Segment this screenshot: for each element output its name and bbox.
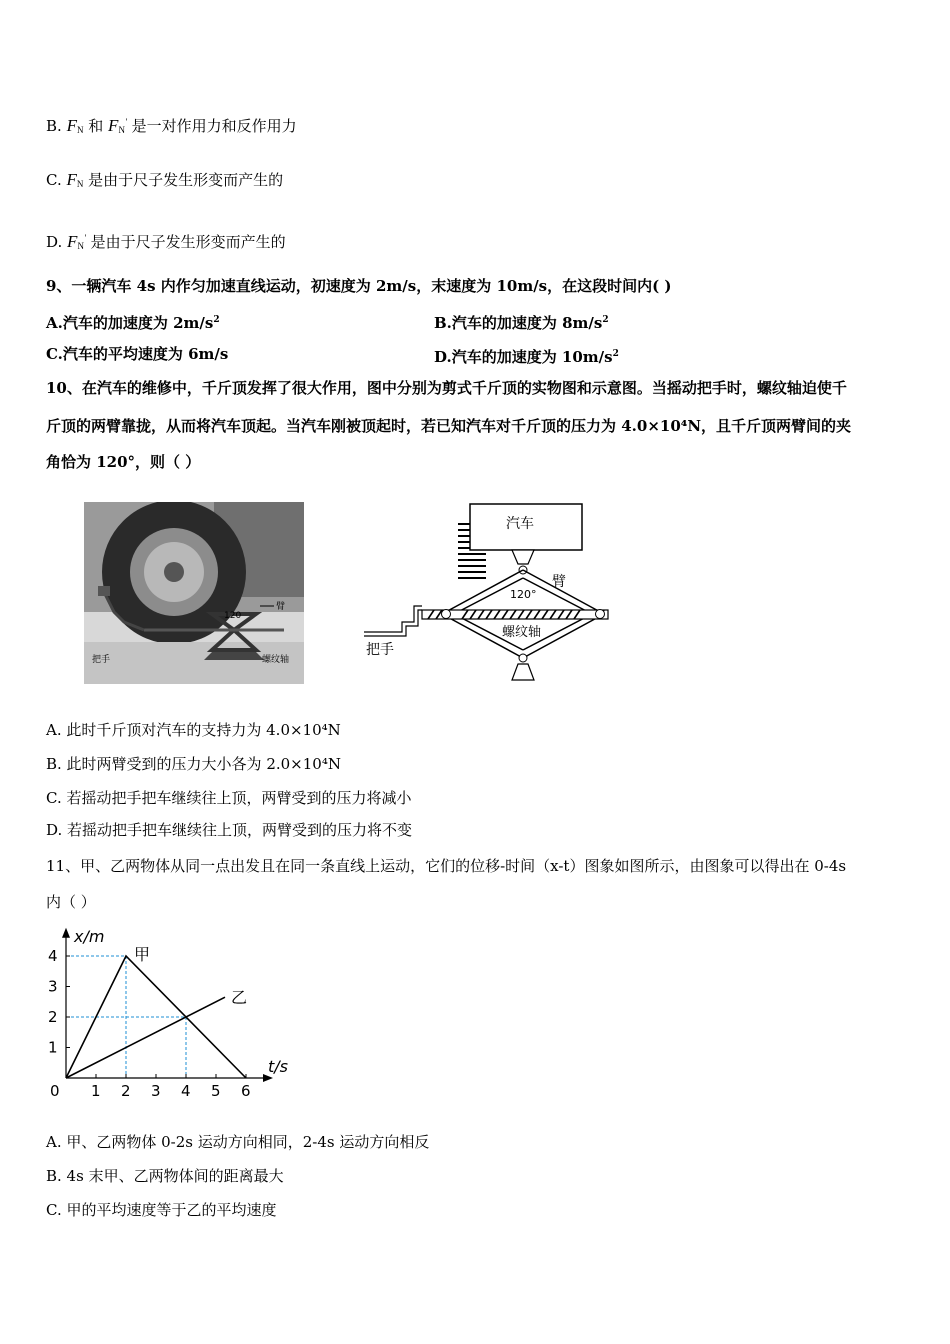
q11-option-a: A. 甲、乙两物体 0-2s 运动方向相同，2-4s 运动方向相反 [46,1133,430,1151]
x-tick-label-3: 3 [151,1082,161,1100]
q11-stem-line1: 11、甲、乙两物体从同一点出发且在同一条直线上运动，它们的位移-时间（x-t）图象如图所示，由图象可以得出在 0-4s [46,857,847,875]
q8-option-b: B. $F_N$ 和 $F_N'$ 是一对作用力和反作用力 [46,116,297,135]
q10-stem-line1: 10、在汽车的维修中，千斤顶发挥了很大作用，图中分别为剪式千斤顶的实物图和示意图。当摇动把手时，螺纹轴迫使千 [46,379,847,397]
q8-option-d: D. $F_N'$ 是由于尺子发生形变而产生的 [46,232,286,251]
y-tick-label-4: 4 [48,947,58,965]
y-tick-label-3: 3 [48,977,58,996]
series-line-1 [66,997,225,1078]
photo-arm-label: 臂 [276,602,286,612]
q9-stem: 9、一辆汽车 4s 内作匀加速直线运动，初速度为 2m/s，末速度为 10m/s，在这段时间内( ) [46,277,672,295]
q11-stem-line2: 内（ ） [46,893,96,911]
q10-stem-line3: 角恰为 120°，则（ ） [46,453,201,471]
q11-option-c: C. 甲的平均速度等于乙的平均速度 [46,1201,277,1219]
jack-photo [84,502,304,684]
q9-option-a: A.汽车的加速度为 $2m/s^2$ [46,314,220,332]
x-tick-label-6: 6 [241,1082,251,1100]
q10-option-d: D. 若摇动把手把车继续往上顶，两臂受到的压力将不变 [46,821,413,839]
q9-option-c: C.汽车的平均速度为 6m/s [46,345,229,363]
diagram-shaft-label: 螺纹轴 [502,625,542,640]
photo-angle-label: 120 [224,611,242,621]
x-tick-label-2: 2 [121,1082,131,1100]
q10-stem-line2: 斤顶的两臂靠拢，从而将汽车顶起。当汽车刚被顶起时，若已知汽车对千斤顶的压力为 4.0×10⁴N，且千斤顶两臂间的夹 [46,417,852,435]
xt-graph [40,924,300,1110]
series-label-1: 乙 [231,988,248,1008]
y-axis-label: x/m [74,927,105,946]
origin-label: 0 [50,1082,60,1100]
diagram-angle-label: 120° [510,588,537,601]
y-tick-label-2: 2 [48,1008,58,1026]
q11-option-b: B. 4s 末甲、乙两物体间的距离最大 [46,1167,284,1185]
fn-prime-symbol: $F_N'$ [108,116,127,135]
q8-option-c: C. $F_N$ 是由于尺子发生形变而产生的 [46,170,284,189]
x-axis-label: t/s [268,1057,288,1076]
q9-option-d: D.汽车的加速度为 $10m/s^2$ [434,348,619,366]
y-axis-arrow [62,928,70,938]
q10-option-b: B. 此时两臂受到的压力大小各为 2.0×10⁴N [46,755,341,773]
x-tick-label-5: 5 [211,1082,221,1100]
fn-symbol: $F_N$ [66,116,84,135]
photo-shaft-label: 螺纹轴 [262,655,290,665]
series-label-0: 甲 [134,945,151,964]
photo-handle-label: 把手 [92,655,111,665]
jack-diagram [362,502,612,686]
y-tick-label-1: 1 [48,1038,58,1057]
q10-option-c: C. 若摇动把手把车继续往上顶，两臂受到的压力将减小 [46,789,412,807]
x-tick-label-4: 4 [181,1082,191,1100]
q10-option-a: A. 此时千斤顶对汽车的支持力为 4.0×10⁴N [46,721,341,739]
diagram-car-label: 汽车 [506,516,534,532]
q9-option-b: B.汽车的加速度为 $8m/s^2$ [434,314,609,332]
diagram-arm-label: 臂 [552,574,566,590]
x-tick-label-1: 1 [91,1082,101,1100]
diagram-handle-label: 把手 [366,642,394,658]
